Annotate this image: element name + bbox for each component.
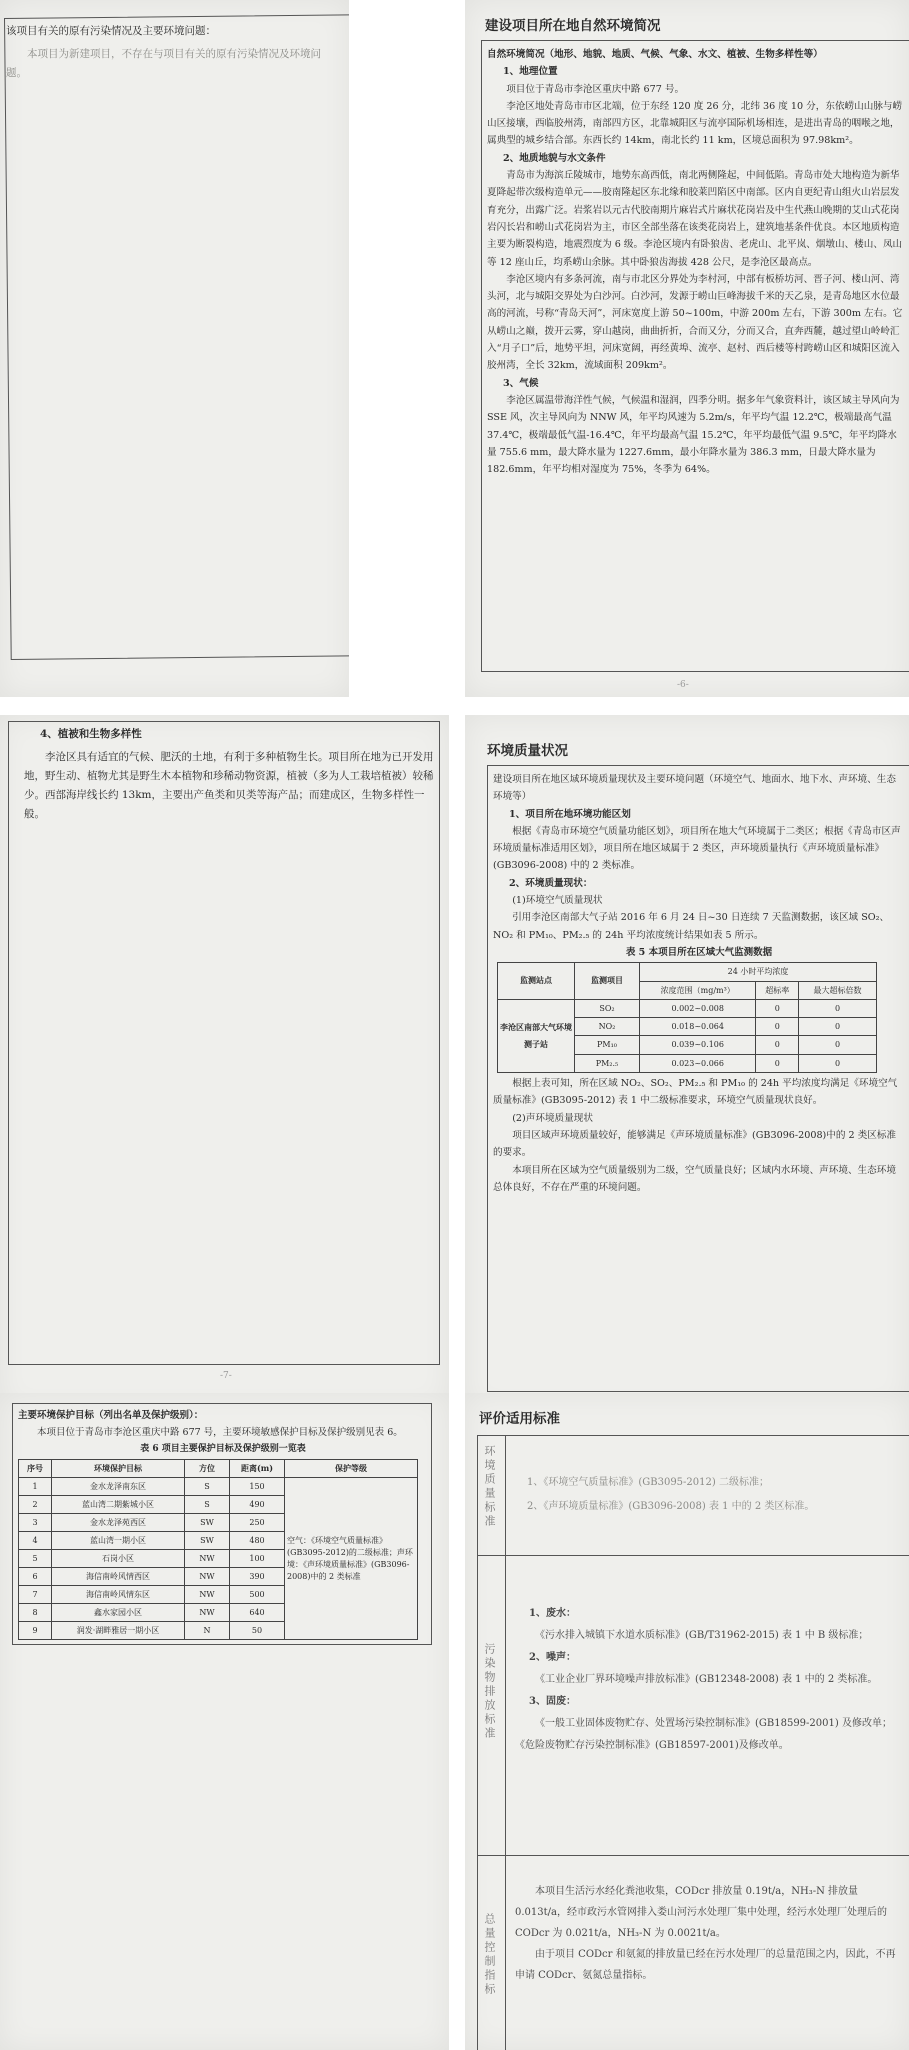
subtitle: 自然环境简况（地形、地貌、地质、气候、气象、水文、植被、生物多样性等） xyxy=(487,49,823,60)
paragraph: 李沧区境内有多条河流，南与市北区分界处为李村河，中部有板桥坊河、晋子河、楼山河、湾头河，北与城阳交界处为白沙河。白沙河，发源于崂山巨峰海拔千米的天乙泉，是青岛地区水位最高的河流，号称“青岛天河”，河床宽度上游 50~100m，中游 200m 左右，下游 300m 左右。它从崂山之巅，拨开云雾，穿山越岗，曲曲折折，合而又分，分而又合，直奔西麓，越过望山岭岭汇入“月子口”后，地势平坦，河床宽阔，再经黄埠、流亭、赵村、西后楼等村跨崂山区和城阳区流入胶州湾，全长 32km，流域面积 209km²。 xyxy=(487,273,903,372)
paragraph: 引用李沧区南部大气子站 2016 年 6 月 24 日~30 日连续 7 天监测数据，该区域 SO₂、NO₂ 和 PM₁₀、PM₂.₅ 的 24h 平均浓度统计结果如表 5 所示。 xyxy=(493,912,890,941)
photo-page-vegetation xyxy=(0,715,449,1411)
table-title: 表 5 本项目所在区域大气监测数据 xyxy=(625,946,773,958)
table-cell: 空气：《环境空气质量标准》(GB3095-2012)的二级标准；声环境：《声环境质量标准》(GB3096-2008)中的 2 类标准 xyxy=(285,1478,418,1640)
paragraph: 项目位于青岛市李沧区重庆中路 677 号。 xyxy=(506,83,685,95)
table-header: 保护等级 xyxy=(285,1460,418,1478)
section-heading: 2、环境质量现状： xyxy=(509,877,593,889)
table-cell: 蓝山湾二期紫城小区 xyxy=(52,1496,185,1514)
table-cell: 9 xyxy=(19,1622,52,1640)
table-cell: SO₂ xyxy=(575,999,640,1017)
table-cell: NW xyxy=(185,1550,230,1568)
table-cell: 250 xyxy=(230,1514,285,1532)
table-cell: 金水龙泽南东区 xyxy=(52,1478,185,1496)
table-cell: 0.039~0.106 xyxy=(640,1036,756,1054)
paragraph: 青岛市为海滨丘陵城市，地势东高西低，南北两侧隆起，中间低陷。青岛市处大地构造为新华夏降起带次级构造单元——胶南隆起区东北缘和胶莱凹陷区中南部。区内自更纪青山组火山岩层发育充分，出露广泛。岩浆岩以元古代胶南期片麻岩式片麻状花岗岩及中生代燕山晚期的艾山式花岗岩闪长岩和崂山式花岗岩为主，市区全部坐落在该类花岗岩上，建筑地基条件优良。本区地质构造主要为断裂构造，地震烈度为 6 级。李沧区境内有卧狼齿、老虎山、北平岚、烟墩山、楼山、凤山等 12 座山丘，均系崂山余脉。其中卧狼齿海拔 428 公尺，是李沧区最高点。 xyxy=(487,170,903,268)
sub-heading: (1)环境空气质量现状 xyxy=(512,895,603,907)
subtitle: 建设项目所在地区域环境质量现状及主要环境问题（环境空气、地面水、地下水、声环境、生态环境等） xyxy=(493,774,896,803)
section-heading: 主要环境保护目标（列出名单及保护级别）： xyxy=(18,1410,204,1421)
table-cell: 500 xyxy=(230,1586,285,1604)
divider-horizontal xyxy=(477,1855,909,1856)
paragraph: 李沧区具有适宜的气候、肥沃的土地，有利于多种植物生长。项目所在地为已开发用地，野生动、植物尤其是野生木本植物和珍稀动物资源，植被（多为人工栽培植被）较稀少。西部海岸线长约 13km，主要出产鱼类和贝类等海产品；而建成区，生物多样性一般。 xyxy=(24,751,434,820)
table-header: 24 小时平均浓度 xyxy=(640,963,877,981)
section-heading: 1、项目所在地环境功能区划 xyxy=(509,808,631,820)
table-cell: 640 xyxy=(230,1604,285,1622)
table-cell: 1 xyxy=(19,1478,52,1496)
table-cell: 3 xyxy=(19,1514,52,1532)
photo-page-environment-quality xyxy=(465,715,909,1411)
page-frame xyxy=(4,14,349,660)
table-header: 方位 xyxy=(185,1460,230,1478)
table-header: 监测站点 xyxy=(498,963,575,1000)
paragraph: 项目区域声环境质量较好，能够满足《声环境质量标准》(GB3096-2008)中的 2 类区标准的要求。 xyxy=(493,1129,897,1159)
paragraph: 《污水排入城镇下水道水质标准》(GB/T31962-2015) 表 1 中 B 级标准； xyxy=(535,1630,869,1641)
photo-page-protection-targets xyxy=(0,1393,449,2050)
table-header: 超标率 xyxy=(756,981,799,999)
table-header: 距离(m) xyxy=(230,1460,285,1478)
table-cell: 0 xyxy=(756,1036,799,1054)
paragraph: 由于项目 CODcr 和氨氮的排放量已经在污水处理厂的总量范围之内，因此，不再申请 CODcr、氨氮总量指标。 xyxy=(515,1949,896,1981)
table-cell: 蓝山湾一期小区 xyxy=(52,1532,185,1550)
table-cell: 0.018~0.064 xyxy=(640,1018,756,1036)
section-heading: 1、废水： xyxy=(529,1608,576,1619)
section-heading: 3、固废： xyxy=(529,1696,576,1707)
paragraph: 《一般工业固体废物贮存、处置场污染控制标准》(GB18599-2001) 及修改单；《危险废物贮存污染控制标准》(GB18597-2001)及修改单。 xyxy=(515,1718,892,1751)
section-heading: 2、噪声： xyxy=(529,1652,576,1663)
page-number: -6- xyxy=(677,680,689,690)
paragraph: 李沧区属温带海洋性气候，气候温和湿润，四季分明。据多年气象资料计，该区域主导风向为 SSE 风，次主导风向为 NNW 风，年平均风速为 5.2m/s，年平均气温 12.2℃，极端最高气温 37.4℃，极端最低气温-16.4℃，年平均最高气温 15.2℃，年平均最低气温 9.5℃，年平均降水量 755.6 mm，最大降水量为 1227.6mm，最小年降水量为 386.3 mm，日最大降水量为 182.6mm，年平均相对湿度为 75%，冬季为 64%。 xyxy=(487,394,900,476)
photo-page-original-pollution xyxy=(0,0,349,697)
table-cell: SW xyxy=(185,1532,230,1550)
air-monitoring-table xyxy=(497,962,877,1073)
page-number: -7- xyxy=(220,1371,232,1381)
table-cell: 0.023~0.066 xyxy=(640,1054,756,1072)
table-cell: 鑫水家园小区 xyxy=(52,1604,185,1622)
table-cell: NW xyxy=(185,1568,230,1586)
table-cell: 50 xyxy=(230,1622,285,1640)
table-cell: PM₁₀ xyxy=(575,1036,640,1054)
table-header: 监测项目 xyxy=(575,963,640,1000)
table-cell: 润发·湖畔雅居一期小区 xyxy=(52,1622,185,1640)
standard-line: 1、《环境空气质量标准》(GB3095-2012) 二级标准； xyxy=(527,1477,769,1488)
table-cell: 0 xyxy=(799,1036,877,1054)
table-cell: NW xyxy=(185,1586,230,1604)
table-cell: 0 xyxy=(799,1054,877,1072)
paragraph: 李沧区地处青岛市市区北端，位于东经 120 度 26 分，北纬 36 度 10 分，东依崂山山脉与崂山区接壤，西临胶州湾，南部四方区，北靠城阳区与流亭国际机场相连，是进出青岛的咽喉之地，属典型的城乡结合部。东西长约 14km，南北长约 11 km，区境总面积为 97.98km²。 xyxy=(487,100,903,147)
table-cell: 李沧区南部大气环境测子站 xyxy=(498,999,575,1072)
table-cell: 海信南岭风情东区 xyxy=(52,1586,185,1604)
divider-vertical xyxy=(505,1435,506,2050)
table-cell: 海信南岭风情西区 xyxy=(52,1568,185,1586)
page-title: 评价适用标准 xyxy=(479,1411,560,1427)
table-cell: S xyxy=(185,1496,230,1514)
table-cell: 5 xyxy=(19,1550,52,1568)
table-cell: N xyxy=(185,1622,230,1640)
row-label: 污染物排放标准 xyxy=(483,1643,496,1741)
photo-page-evaluation-standards xyxy=(465,1393,909,2050)
sub-heading: (2)声环境质量现状 xyxy=(512,1112,593,1124)
table-cell: 7 xyxy=(19,1586,52,1604)
paragraph: 本项目为新建项目，不存在与项目有关的原有污染情况及环境问题。 xyxy=(6,48,321,79)
paragraph: 本项目所在区域为空气质量级别为二级，空气质量良好；区域内水环境、声环境、生态环境总体良好，不存在严重的环境问题。 xyxy=(493,1164,896,1193)
section-heading: 1、地理位置 xyxy=(503,66,558,78)
table-cell: 100 xyxy=(230,1550,285,1568)
table-cell: 金水龙泽苑西区 xyxy=(52,1514,185,1532)
section-heading: 4、植被和生物多样性 xyxy=(40,728,142,740)
section-heading: 3、气候 xyxy=(503,377,539,389)
paragraph: 根据《青岛市环境空气质量功能区划》，项目所在地大气环境属于二类区；根据《青岛市区声环境质量标准适用区划》，项目所在地区域属于 2 类区，声环境质量执行《声环境质量标准》(GB3096-2008) 中的 2 类标准。 xyxy=(493,825,901,872)
table-cell: SW xyxy=(185,1514,230,1532)
table-cell: 150 xyxy=(230,1478,285,1496)
paragraph: 本项目位于青岛市李沧区重庆中路 677 号，主要环境敏感保护目标及保护级别见表 6。 xyxy=(37,1427,403,1438)
table-cell: 490 xyxy=(230,1496,285,1514)
table-cell: 2 xyxy=(19,1496,52,1514)
photo-page-natural-environment xyxy=(465,0,909,697)
table-cell: NO₂ xyxy=(575,1018,640,1036)
table-cell: NW xyxy=(185,1604,230,1622)
table-cell: 0.002~0.008 xyxy=(640,999,756,1017)
table-cell: 6 xyxy=(19,1568,52,1586)
section-heading: 该项目有关的原有污染情况及主要环境问题： xyxy=(6,25,216,37)
table-title: 表 6 项目主要保护目标及保护级别一览表 xyxy=(140,1444,306,1454)
table-header: 序号 xyxy=(19,1460,52,1478)
paragraph: 《工业企业厂界环境噪声排放标准》(GB12348-2008) 表 1 中的 2 类标准。 xyxy=(535,1674,878,1685)
table-header: 浓度范围（mg/m³） xyxy=(640,981,756,999)
table-cell: 0 xyxy=(799,999,877,1017)
table-cell: PM₂.₅ xyxy=(575,1054,640,1072)
table-header: 环境保护目标 xyxy=(52,1460,185,1478)
row-label: 总量控制指标 xyxy=(483,1913,496,1997)
paragraph: 本项目生活污水经化粪池收集，CODcr 排放量 0.19t/a，NH₃-N 排放量 0.013t/a，经市政污水管网排入娄山河污水处理厂集中处理，经污水处理厂处理后的 CODcr 为 0.021t/a，NH₃-N 为 0.0021t/a。 xyxy=(515,1886,887,1939)
table-cell: 390 xyxy=(230,1568,285,1586)
table-cell: 0 xyxy=(756,1018,799,1036)
row-label: 环境质量标准 xyxy=(483,1445,496,1529)
table-cell: 4 xyxy=(19,1532,52,1550)
divider-horizontal xyxy=(477,1555,909,1556)
page-title: 环境质量状况 xyxy=(487,743,568,759)
page-title: 建设项目所在地自然环境简况 xyxy=(485,18,661,34)
table-cell: 0 xyxy=(756,1054,799,1072)
table-header: 最大超标倍数 xyxy=(799,981,877,999)
protection-target-table xyxy=(18,1459,418,1640)
table-cell: 480 xyxy=(230,1532,285,1550)
table-cell: S xyxy=(185,1478,230,1496)
table-cell: 0 xyxy=(799,1018,877,1036)
table-cell: 8 xyxy=(19,1604,52,1622)
table-cell: 石岗小区 xyxy=(52,1550,185,1568)
standard-line: 2、《声环境质量标准》(GB3096-2008) 表 1 中的 2 类区标准。 xyxy=(527,1501,815,1512)
table-cell: 0 xyxy=(756,999,799,1017)
paragraph: 根据上表可知，所在区域 NO₂、SO₂、PM₂.₅ 和 PM₁₀ 的 24h 平均浓度均满足《环境空气质量标准》(GB3095-2012) 表 1 中二级标准要求，环境空气质量现状良好。 xyxy=(493,1078,898,1107)
section-heading: 2、地质地貌与水文条件 xyxy=(503,152,606,164)
